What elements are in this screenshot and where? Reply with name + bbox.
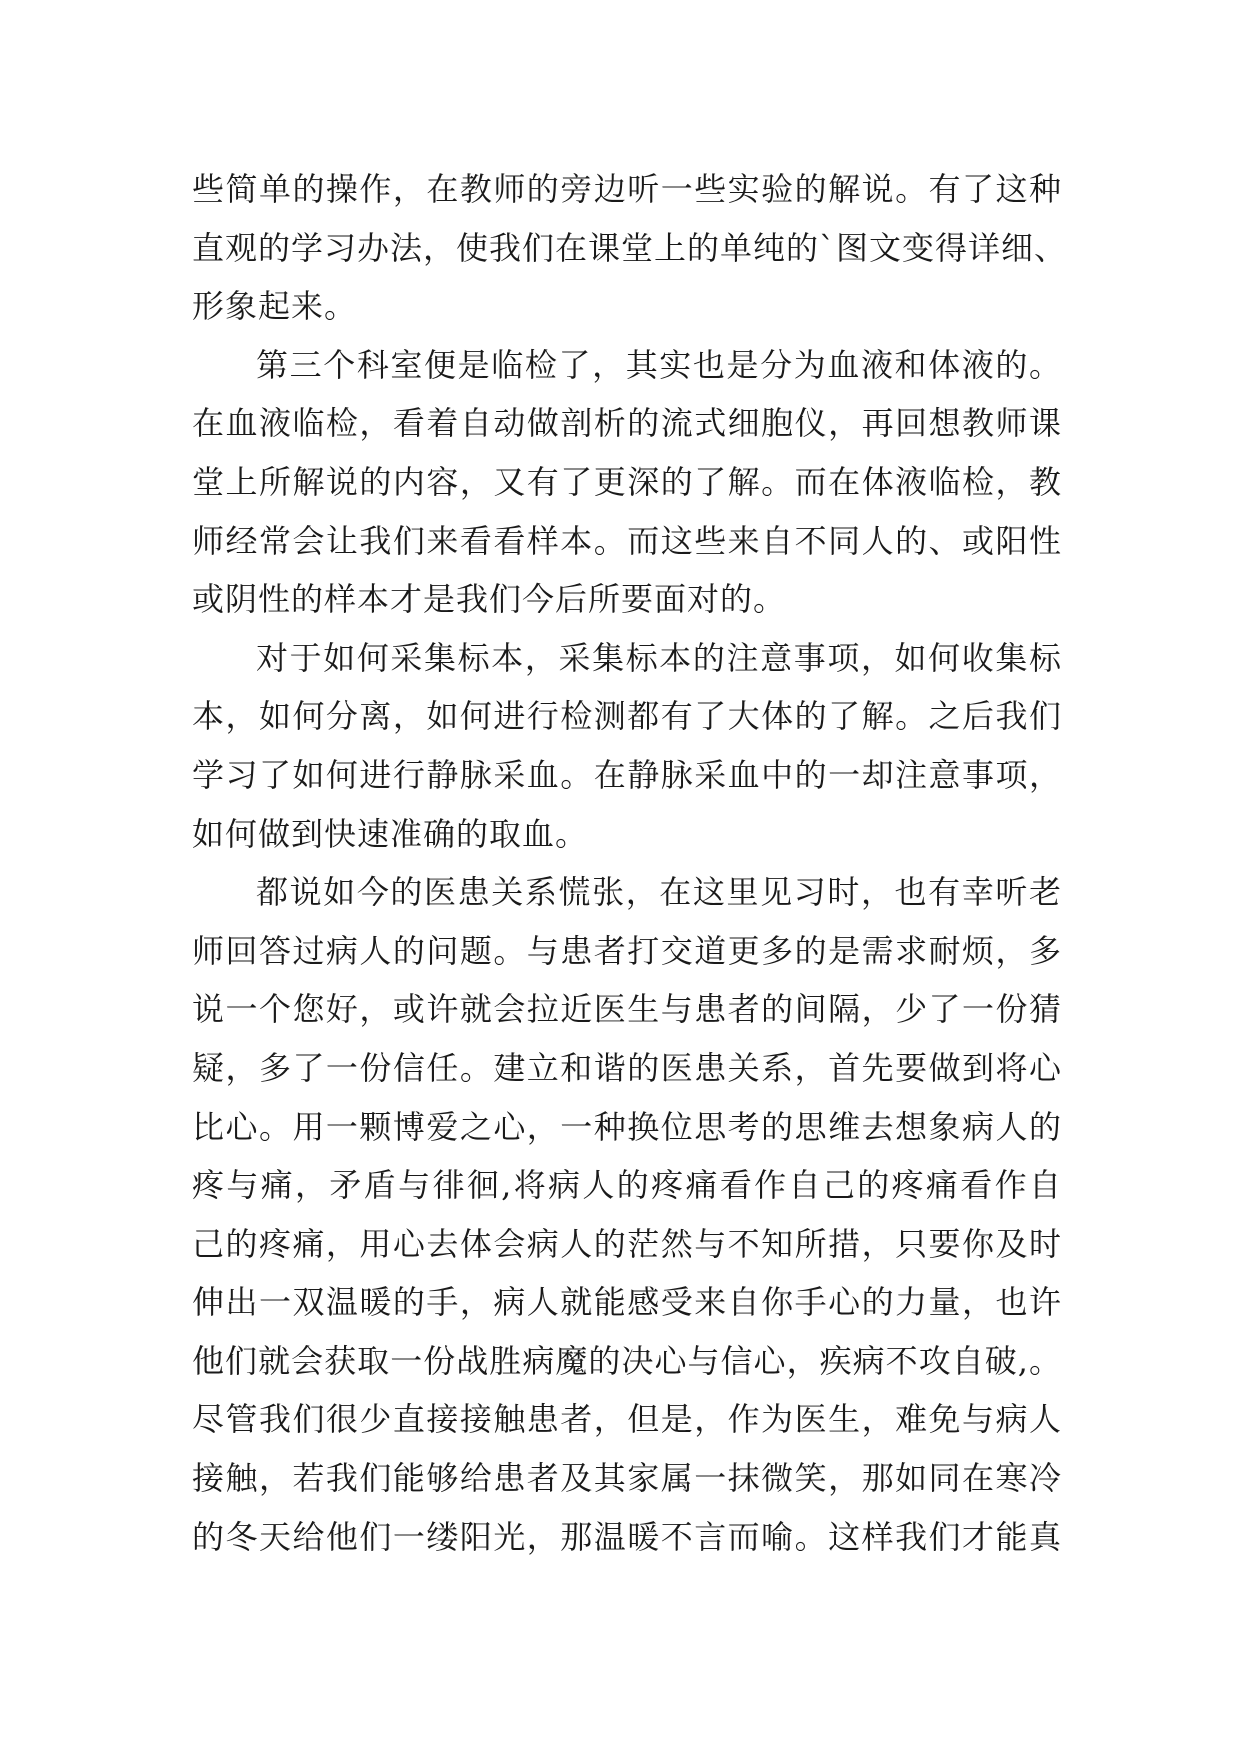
- text-line: 堂上所解说的内容，又有了更深的了解。而在体液临检，教: [192, 462, 1062, 501]
- text-line: 第三个科室便是临检了，其实也是分为血液和体液的。: [256, 345, 1062, 384]
- text-line: 些简单的操作，在教师的旁边听一些实验的解说。有了这种: [192, 170, 1062, 208]
- text-line: 学习了如何进行静脉采血。在静脉采血中的一却注意事项，: [192, 755, 1062, 794]
- text-line: 疼与痛，矛盾与徘徊,将病人的疼痛看作自己的疼痛看作自: [192, 1166, 1062, 1205]
- text-line: 疑，多了一份信任。建立和谐的医患关系，首先要做到将心: [192, 1048, 1062, 1087]
- text-line: 他们就会获取一份战胜病魔的决心与信心，疾病不攻自破,。: [192, 1341, 1062, 1380]
- text-line: 师经常会让我们来看看样本。而这些来自不同人的、或阳性: [192, 521, 1062, 560]
- text-line: 接触，若我们能够给患者及其家属一抹微笑，那如同在寒冷: [192, 1459, 1062, 1498]
- text-line: 本，如何分离，如何进行检测都有了大体的了解。之后我们: [192, 697, 1062, 736]
- text-line: 比心。用一颗博爱之心，一种换位思考的思维去想象病人的: [192, 1107, 1062, 1146]
- text-line: 在血液临检，看着自动做剖析的流式细胞仪，再回想教师课: [192, 404, 1062, 443]
- text-line: 师回答过病人的问题。与患者打交道更多的是需求耐烦，多: [192, 931, 1062, 970]
- text-line: 都说如今的医患关系慌张，在这里见习时，也有幸听老: [256, 873, 1062, 912]
- text-line: 或阴性的样本才是我们今后所要面对的。: [192, 580, 787, 619]
- text-line: 己的疼痛，用心去体会病人的茫然与不知所措，只要你及时: [192, 1224, 1062, 1263]
- text-line: 说一个您好，或许就会拉近医生与患者的间隔，少了一份猜: [192, 990, 1062, 1029]
- text-line: 的冬天给他们一缕阳光，那温暖不言而喻。这样我们才能真: [192, 1517, 1062, 1556]
- text-line: 尽管我们很少直接接触患者，但是，作为医生，难免与病人: [192, 1400, 1062, 1439]
- text-line: 伸出一双温暖的手，病人就能感受来自你手心的力量，也许: [192, 1283, 1062, 1322]
- text-line: 形象起来。: [192, 287, 358, 326]
- text-line: 对于如何采集标本，采集标本的注意事项，如何收集标: [256, 638, 1062, 677]
- text-line: 直观的学习办法，使我们在课堂上的单纯的`图文变得详细、: [192, 228, 1068, 267]
- text-line: 如何做到快速准确的取血。: [192, 814, 589, 853]
- body-text: [192, 160, 1068, 1566]
